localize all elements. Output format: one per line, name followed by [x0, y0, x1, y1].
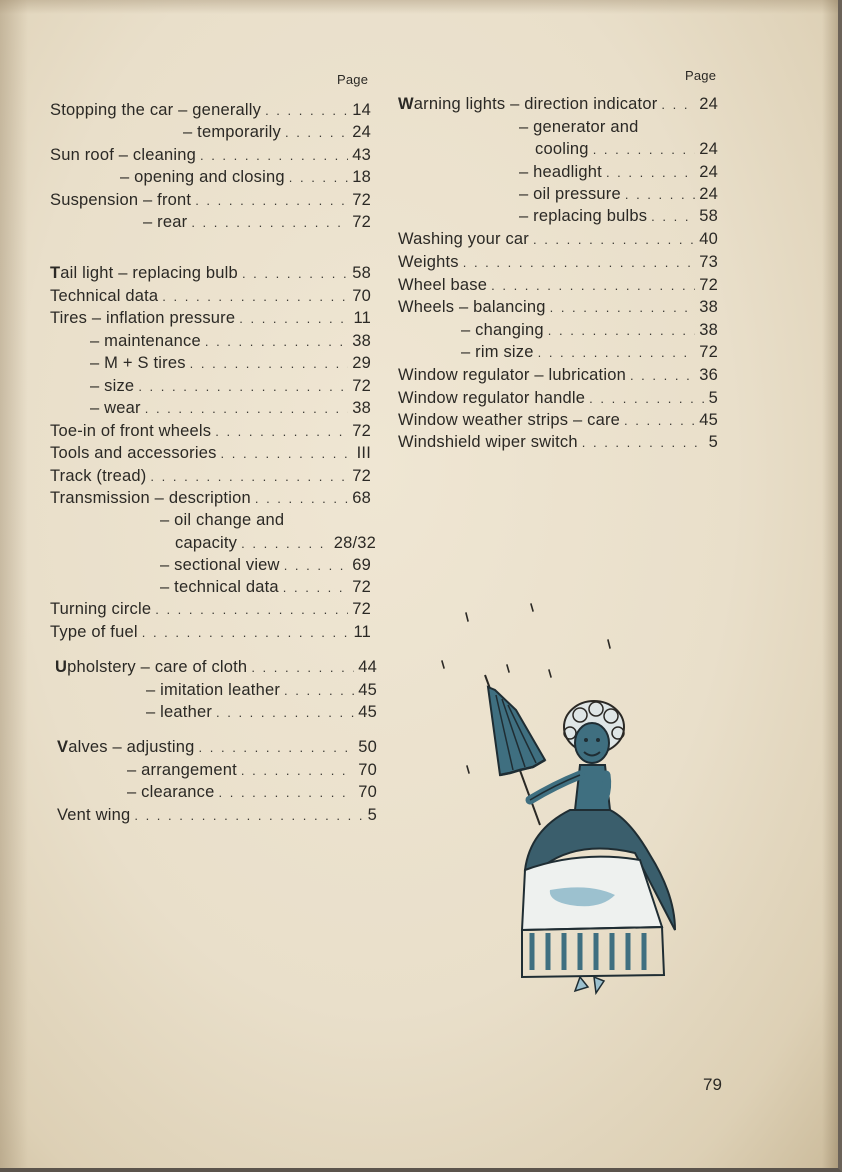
index-entry: Window regulator handle . . . 5 [398, 389, 718, 408]
index-entry: – sectional view . . . 69 [160, 556, 371, 575]
index-entry: capacity . . . 28/32 [175, 534, 376, 553]
index-entry: Wheels – balancing . . . 38 [398, 298, 718, 317]
index-entry: – imitation leather . . . 45 [146, 681, 377, 700]
index-entry: – wear . . . 38 [90, 399, 371, 418]
index-entry: – leather . . . 45 [146, 703, 377, 722]
top-shadow [0, 0, 838, 14]
index-entry: Track (tread) . . . 72 [50, 467, 371, 486]
index-entry: Suspension – front . . . 72 [50, 191, 371, 210]
index-entry: Vent wing . . . 5 [57, 806, 377, 825]
index-entry: Valves – adjusting . . . 50 [57, 738, 377, 757]
index-entry: Type of fuel . . . 11 [50, 623, 371, 642]
index-entry: – arrangement . . . 70 [127, 761, 377, 780]
spine-shadow [0, 0, 28, 1168]
index-entry: Sun roof – cleaning . . . 43 [50, 146, 371, 165]
index-entry: – opening and closing . . . 18 [120, 168, 371, 187]
parasol-icon [485, 675, 545, 825]
index-entry: – technical data . . . 72 [160, 578, 371, 597]
index-entry: Turning circle . . . 72 [50, 600, 371, 619]
index-entry: – rear . . . 72 [143, 213, 371, 232]
index-entry: cooling . . . 24 [535, 140, 718, 159]
index-entry: – headlight . . . 24 [519, 163, 718, 182]
index-entry: – oil change and [160, 511, 285, 529]
index-entry: – rim size . . . 72 [461, 343, 718, 362]
index-entry: – generator and [519, 118, 639, 136]
lady-with-parasol-illustration [430, 595, 690, 1005]
index-entry: – replacing bulbs . . . 58 [519, 207, 718, 226]
dress-stripes [532, 933, 644, 970]
page-number: 79 [703, 1075, 722, 1094]
index-entry: – M + S tires . . . 29 [90, 354, 371, 373]
index-entry: Window weather strips – care . . . 45 [398, 411, 718, 430]
index-entry: Tools and accessories . . . III [50, 444, 371, 463]
index-entry: Tires – inflation pressure . . . 11 [50, 309, 371, 328]
index-entry: Warning lights – direction indicator . . . 24 [398, 95, 718, 114]
index-entry: Transmission – description . . . 68 [50, 489, 371, 508]
index-entry: – maintenance . . . 38 [90, 332, 371, 351]
index-entry: Washing your car . . . 40 [398, 230, 718, 249]
index-entry: – size . . . 72 [90, 377, 371, 396]
index-entry: Tail light – replacing bulb . . . 58 [50, 264, 371, 283]
index-entry: Windshield wiper switch . . . 5 [398, 433, 718, 452]
index-entry: – oil pressure . . . 24 [519, 185, 718, 204]
index-entry: Technical data . . . 70 [50, 287, 371, 306]
index-entry: Window regulator – lubrication . . . 36 [398, 366, 718, 385]
index-entry: Upholstery – care of cloth . . . 44 [55, 658, 377, 677]
index-entry: Weights . . . 73 [398, 253, 718, 272]
index-entry: Stopping the car – generally . . . 14 [50, 101, 371, 120]
page-column-label: Page [685, 68, 717, 83]
index-entry: – changing . . . 38 [461, 321, 718, 340]
index-entry: Wheel base . . . 72 [398, 276, 718, 295]
lady-figure [522, 701, 675, 993]
index-entry: – temporarily . . . 24 [183, 123, 371, 142]
page-column-label: Page [337, 72, 369, 87]
index-entry: – clearance . . . 70 [127, 783, 377, 802]
index-entry: Toe-in of front wheels . . . 72 [50, 422, 371, 441]
right-edge-shadow [822, 0, 838, 1168]
